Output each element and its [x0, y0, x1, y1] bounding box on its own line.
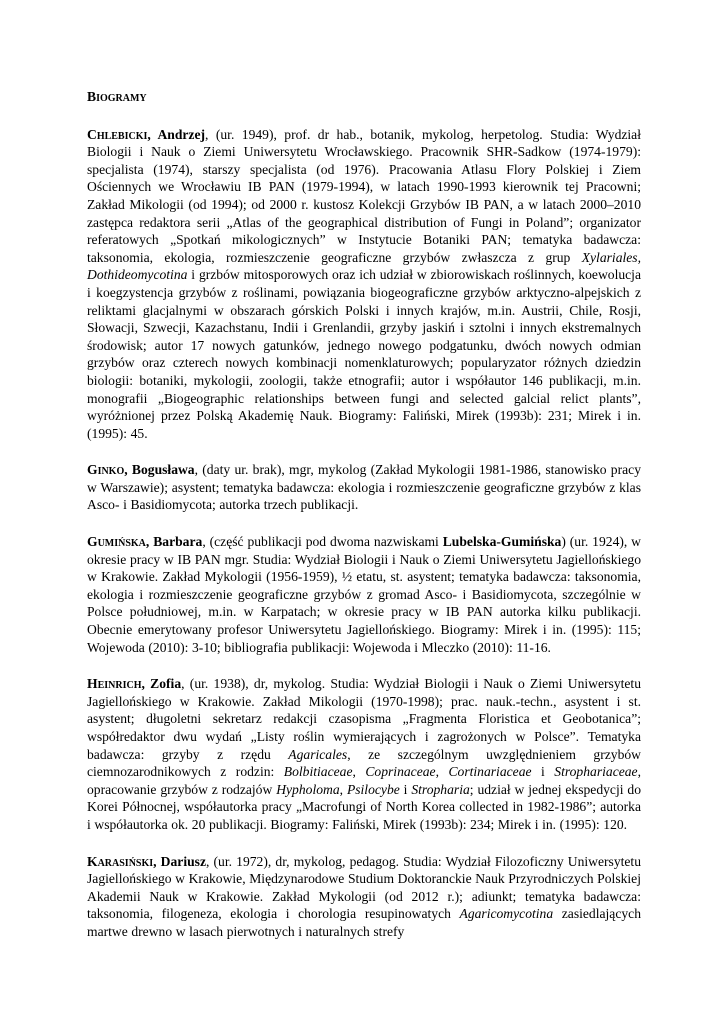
biogram-entry	[87, 461, 641, 514]
biogram-surname: Gumińska	[87, 534, 146, 550]
biogram-text: zasiedlających martwe drewno w lasach pierwotnych i naturalnych strefy	[87, 906, 641, 939]
biogram-entry	[87, 675, 641, 833]
italic-taxon: Agaricomycotina	[459, 906, 554, 922]
biogram-text: ,	[435, 764, 449, 780]
biogram-text: , (ur. 1949), prof. dr hab., botanik, mykolog, herpetolog. Studia: Wydział Biologii i Nauk o Ziemi Uniwersytetu Wrocławskiego. Pracownik SHR-Sadkow (1974-1979): specjalista (1974), starszy specjalista (od 1976). Pracowania Atlasu Flory Polskiej i Ziem Ościennych we Wrocławiu IB PAN (1979-1994), w latach 1990-1993 kierownik tej Pracowni; Zakład Mikologii (od 1994); od 2000 r. kustosz Kolekcji Grzybów IB PAN, a w latach 2000–2010 zastępca redaktora serii „Atlas of the geographical distribution of Fungi in Poland”; organizator referatowych „Spotkań mikologicznych” w Instytucie Botaniki PAN; tematyka badawcza: taksonomia, ekologia, rozmieszczenie geograficzne grzybów zwłaszcza z grup	[87, 126, 641, 265]
biogram-entry	[87, 533, 641, 656]
biogram-surname: Heinrich	[87, 676, 142, 692]
biogram-text: , (daty ur. brak), mgr, mykolog (Zakład Mykologii 1981-1986, stanowisko pracy w Warszawie); asystent; tematyka badawcza: ekologia i rozmieszczenie geograficzne grzybów z klas Asco- i Basidiomycota; autorka trzech publikacji.	[87, 462, 641, 513]
biogram-name	[87, 462, 195, 477]
biogram-text: , (część publikacji pod dwoma nazwiskami	[202, 534, 443, 550]
italic-taxon: Hypholoma	[276, 781, 340, 797]
biogram-text: , ze szczególnym uwzględnieniem grzybów ciemnozarodnikowych z rodzin:	[87, 746, 641, 780]
biogram-text: i grzbów mitosporowych oraz ich udział w zbiorowiskach roślinnych, koewolucja i koegzystencja grzybów z roślinami, powiązania biogeograficzne grzybów arktyczno-alpejskich z reliktami glacjalnymi w obszarach górskich Polski i innych krajów, m.in. Austrii, Chile, Rosji, Słowacji, Szwecji, Kazachstanu, Indii i Grenlandii, grzyby jaskiń i sztolni i innych ekstremalnych środowisk; autor 17 nowych gatunków, jednego nowego podgatunku, dwóch nowych odmian grzybów oraz czterech nowych kombinacji nomenklaturowych; popularyzator różnych dziedzin biologii: botaniki, mykologii, zoologii, także etnografii; autor i współautor 146 publikacji, m.in. monografii „Biogeographic relationships between fungi and selected galcial relict plants”, wyróżnionej przez Polską Akademię Nauk. Biogramy: Faliński, Mirek (1993b): 231; Mirek i in. (1995): 45.	[87, 267, 641, 441]
biogram-surname: Karasiński	[87, 853, 154, 869]
italic-taxon: Psilocybe	[346, 781, 400, 797]
biogram-given-name: , Dariusz	[153, 853, 206, 869]
biogram-text: i	[399, 781, 412, 797]
biogram-given-name: , Zofia	[141, 676, 182, 692]
biogram-name	[87, 534, 202, 549]
biogram-given-name: , Barbara	[145, 534, 203, 550]
biogram-text: i	[531, 764, 555, 780]
italic-taxon: Cortinariaceae	[448, 764, 532, 780]
biogram-content	[87, 88, 641, 960]
biogram-name	[87, 854, 206, 869]
biogram-name	[87, 676, 181, 691]
biogram-text: ) (ur. 1924), w okresie pracy w IB PAN mgr. Studia: Wydział Biologii i Nauk o Ziemi Uniwersytetu Jagiellońskiego w Krakowie. Zakład Mykologii (1956-1959), ½ etatu, st. asystent; tematyka badawcza: taksonomia, ekologia i rozmieszczenie geograficzne grzybów z gromad Asco- i Basidiomycota, szczególnie w Polsce południowej, m.in. w Karpatach; w okresie pracy w IB PAN autorka kilku publikacji. Obecnie emerytowany profesor Uniwersytetu Jagiellońskiego. Biogramy: Mirek i in. (1995): 115; Wojewoda (2010): 3-10; bibliografia publikacji: Wojewoda i Mleczko (2010): 11-16.	[87, 534, 641, 655]
biogram-entry	[87, 126, 641, 443]
bold-name: Lubelska-Gumińska	[442, 534, 562, 550]
italic-taxon: Bolbitiaceae	[283, 764, 353, 780]
italic-taxon: Agaricales	[288, 746, 348, 762]
biogram-entry	[87, 853, 641, 941]
biogram-text: , (ur. 1938), dr, mykolog. Studia: Wydział Biologii i Nauk o Ziemi Uniwersytetu Jagiellońskiego w Krakowie. Zakład Mikologii (1970-1998); prac. nauk.-techn., asystent i st. asystent; długoletni sekretarz redakcji czasopisma „Fragmenta Floristica et Geobotanica”; współredaktor dwu wydań „Listy roślin wymierających i zagrożonych w Polsce”. Tematyka badawcza: grzyby z rzędu	[87, 676, 642, 762]
biogram-given-name: , Bogusława	[124, 462, 195, 478]
biogram-surname: Chlebicki	[87, 126, 148, 142]
biogram-text: ; udział w jednej ekspedycji do Korei Północnej, współautorka pracy „Macrofungi of North Korea collected in 1982-1986”; autorka i współautorka ok. 20 publikacji. Biogramy: Faliński, Mirek (1993b): 234; Mirek i in. (1995): 120.	[87, 781, 641, 832]
page-heading: Biogramy	[87, 89, 147, 104]
biogram-name	[87, 127, 205, 142]
biogram-given-name: , Andrzej	[147, 126, 206, 142]
italic-taxon: Xylariales, Dothideomycotina	[87, 249, 641, 283]
biogram-surname: Ginko	[87, 462, 125, 478]
biogram-text: ,	[352, 764, 366, 780]
italic-taxon: Coprinaceae	[365, 764, 436, 780]
biogram-text: , opracowanie grzybów z rodzajów	[87, 764, 641, 797]
italic-taxon: Strophariaceae	[554, 764, 638, 780]
italic-taxon: Stropharia	[411, 781, 470, 797]
biogram-text: ,	[339, 781, 347, 797]
biogram-text: , (ur. 1972), dr, mykolog, pedagog. Studia: Wydział Filozoficzny Uniwersytetu Jagiellońskiego w Krakowie, Międzynarodowe Studium Doktoranckie Nauk Przyrodniczych Polskiej Akademii Nauk w Krakowie. Zakład Mykologii (od 2012 r.); adiunkt; tematyka badawcza: taksonomia, filogeneza, ekologia i chorologia resupinowatych	[87, 853, 641, 922]
